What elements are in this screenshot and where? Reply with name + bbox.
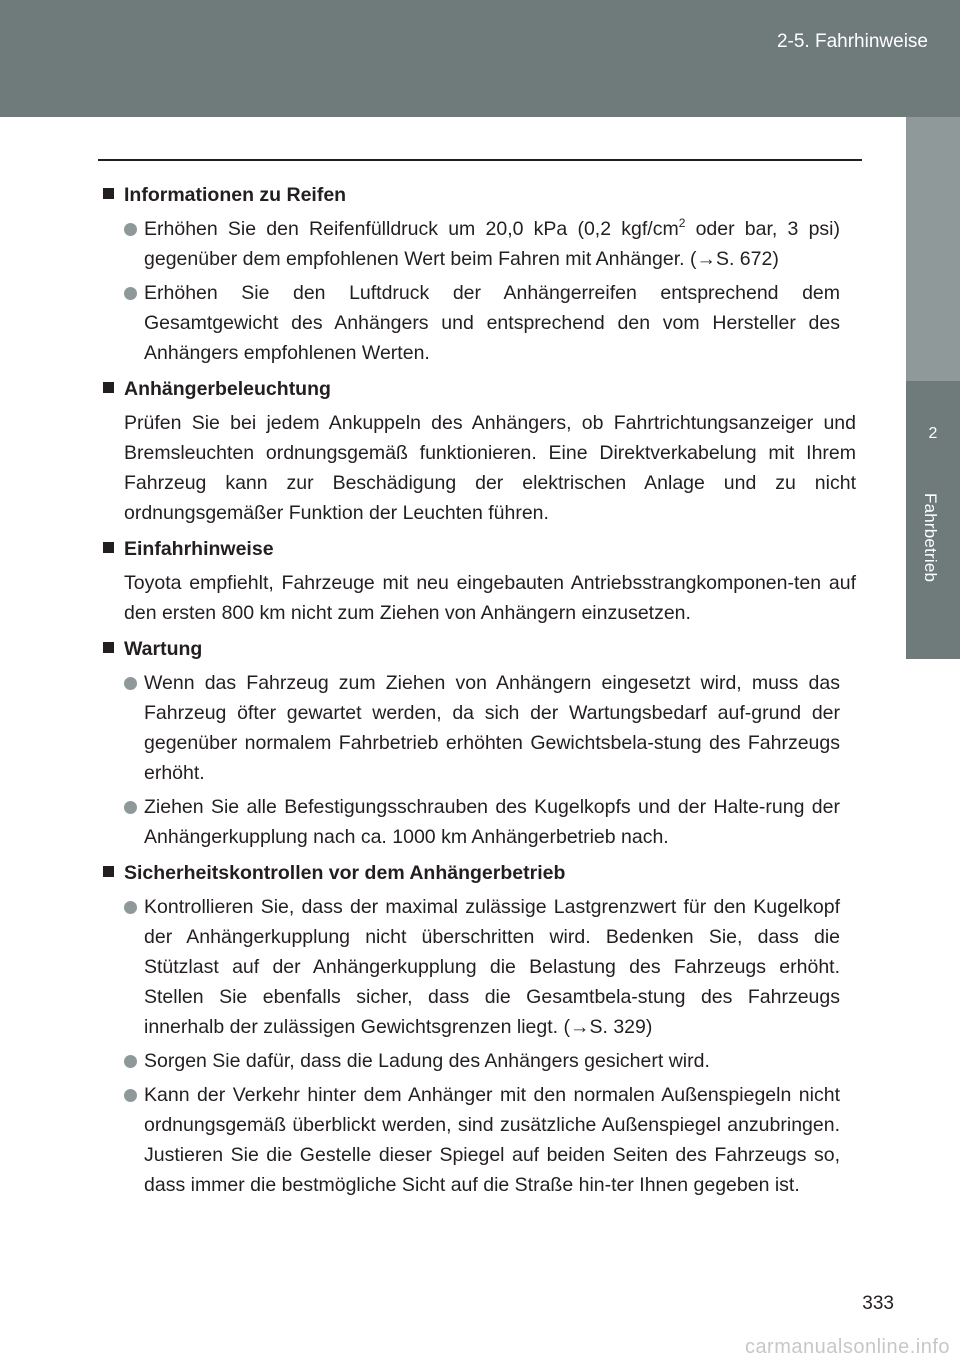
section-tires: [100, 180, 856, 368]
list-item-text-end: oder bar, 3 psi) gegenüber dem empfohlenen Wert beim Fahren mit Anhänger. (→S. 672): [144, 218, 840, 270]
round-bullet-icon: [124, 223, 137, 236]
round-bullet-icon: [124, 901, 137, 914]
list-item-text: Erhöhen Sie den Luftdruck der Anhängerreifen entsprechend dem Gesamtgewicht des Anhängers und entsprechend den vom Hersteller des Anhängers empfohlenen Werten.: [144, 282, 840, 364]
section-heading: [100, 634, 856, 664]
square-bullet-icon: [103, 642, 114, 653]
page-content: [100, 180, 856, 1206]
section-heading: [100, 858, 856, 888]
section-title: 2-5. Fahrhinweise: [776, 31, 928, 52]
heading-text: Sicherheitskontrollen vor dem Anhängerbetrieb: [124, 862, 566, 884]
heading-text: Informationen zu Reifen: [124, 184, 347, 206]
round-bullet-icon: [124, 801, 137, 814]
list-item-text: Kontrollieren Sie, dass der maximal zulässige Lastgrenzwert für den Kugelkopf der Anhängerkupplung nicht überschritten wird. Bedenken Sie, dass die Stützlast auf der Anhängerkupplung die Belastung des Fahrzeugs erhöht. Stellen Sie ebenfalls sicher, dass die Gesamtbela-stung des Fahrzeugs innerhalb der zulässigen Gewichtsgrenzen liegt. (→S. 329): [144, 896, 840, 1038]
page-number: 333: [862, 1293, 894, 1314]
heading-text: Wartung: [124, 638, 203, 660]
chapter-number: 2: [928, 425, 938, 442]
section-safety-checks: [100, 858, 856, 1200]
list-item-text-start: Erhöhen Sie den Reifenfülldruck um 20,0 kPa (0,2 kgf/cm: [144, 218, 679, 240]
square-bullet-icon: [103, 188, 114, 199]
superscript: 2: [678, 216, 686, 230]
round-bullet-icon: [124, 677, 137, 690]
section-heading: [100, 374, 856, 404]
round-bullet-icon: [124, 1089, 137, 1102]
list-item: [100, 278, 856, 368]
paragraph: Toyota empfiehlt, Fahrzeuge mit neu eingebauten Antriebsstrangkomponen-ten auf den ersten 800 km nicht zum Ziehen von Anhängern einzusetzen.: [124, 572, 856, 624]
list-item-text: Ziehen Sie alle Befestigungsschrauben des Kugelkopfs und der Halte-rung der Anhängerkupplung nach ca. 1000 km Anhängerbetrieb nach.: [144, 796, 840, 848]
section-heading: [100, 180, 856, 210]
round-bullet-icon: [124, 287, 137, 300]
side-tab-spacer: [906, 117, 960, 381]
list-item-text: Sorgen Sie dafür, dass die Ladung des Anhängers gesichert wird.: [144, 1050, 710, 1072]
list-item-text: Wenn das Fahrzeug zum Ziehen von Anhängern eingesetzt wird, muss das Fahrzeug öfter gewartet werden, da sich der Wartungsbedarf auf-grund der gegenüber normalem Fahrbetrieb erhöhten Gewichtsbela-stung des Fahrzeugs erhöht.: [144, 672, 840, 784]
paragraph: Prüfen Sie bei jedem Ankuppeln des Anhängers, ob Fahrtrichtungsanzeiger und Bremsleuchten ordnungsgemäß funktionieren. Eine Direktverkabelung mit Ihrem Fahrzeug kann zur Beschädigung der elektrischen Anlage und zu nicht ordnungsgemäßer Funktion der Leuchten führen.: [124, 412, 856, 524]
section-maintenance: [100, 634, 856, 852]
round-bullet-icon: [124, 1055, 137, 1068]
watermark: carmanualsonline.info: [744, 1336, 950, 1358]
heading-text: Einfahrhinweise: [124, 538, 274, 560]
header-band: [0, 0, 960, 117]
list-item: [100, 1080, 856, 1200]
list-item: [100, 892, 856, 1042]
list-item: [100, 214, 856, 274]
heading-text: Anhängerbeleuchtung: [124, 378, 331, 400]
list-item: [100, 1046, 856, 1076]
chapter-label: Fahrbetrieb: [921, 493, 940, 583]
section-trailer-lights: [100, 374, 856, 528]
square-bullet-icon: [103, 866, 114, 877]
section-break-in: [100, 534, 856, 628]
list-item: [100, 668, 856, 788]
chapter-tab[interactable]: [906, 381, 960, 659]
square-bullet-icon: [103, 542, 114, 553]
top-rule: [98, 159, 862, 161]
list-item: [100, 792, 856, 852]
list-item-text: Kann der Verkehr hinter dem Anhänger mit den normalen Außenspiegeln nicht ordnungsgemäß überblickt werden, sind zusätzliche Außenspiegel anzubringen. Justieren Sie die Gestelle dieser Spiegel auf beiden Seiten des Fahrzeugs so, dass immer die bestmögliche Sicht auf die Straße hin-ter Ihnen gegeben ist.: [144, 1084, 840, 1196]
section-heading: [100, 534, 856, 564]
square-bullet-icon: [103, 382, 114, 393]
